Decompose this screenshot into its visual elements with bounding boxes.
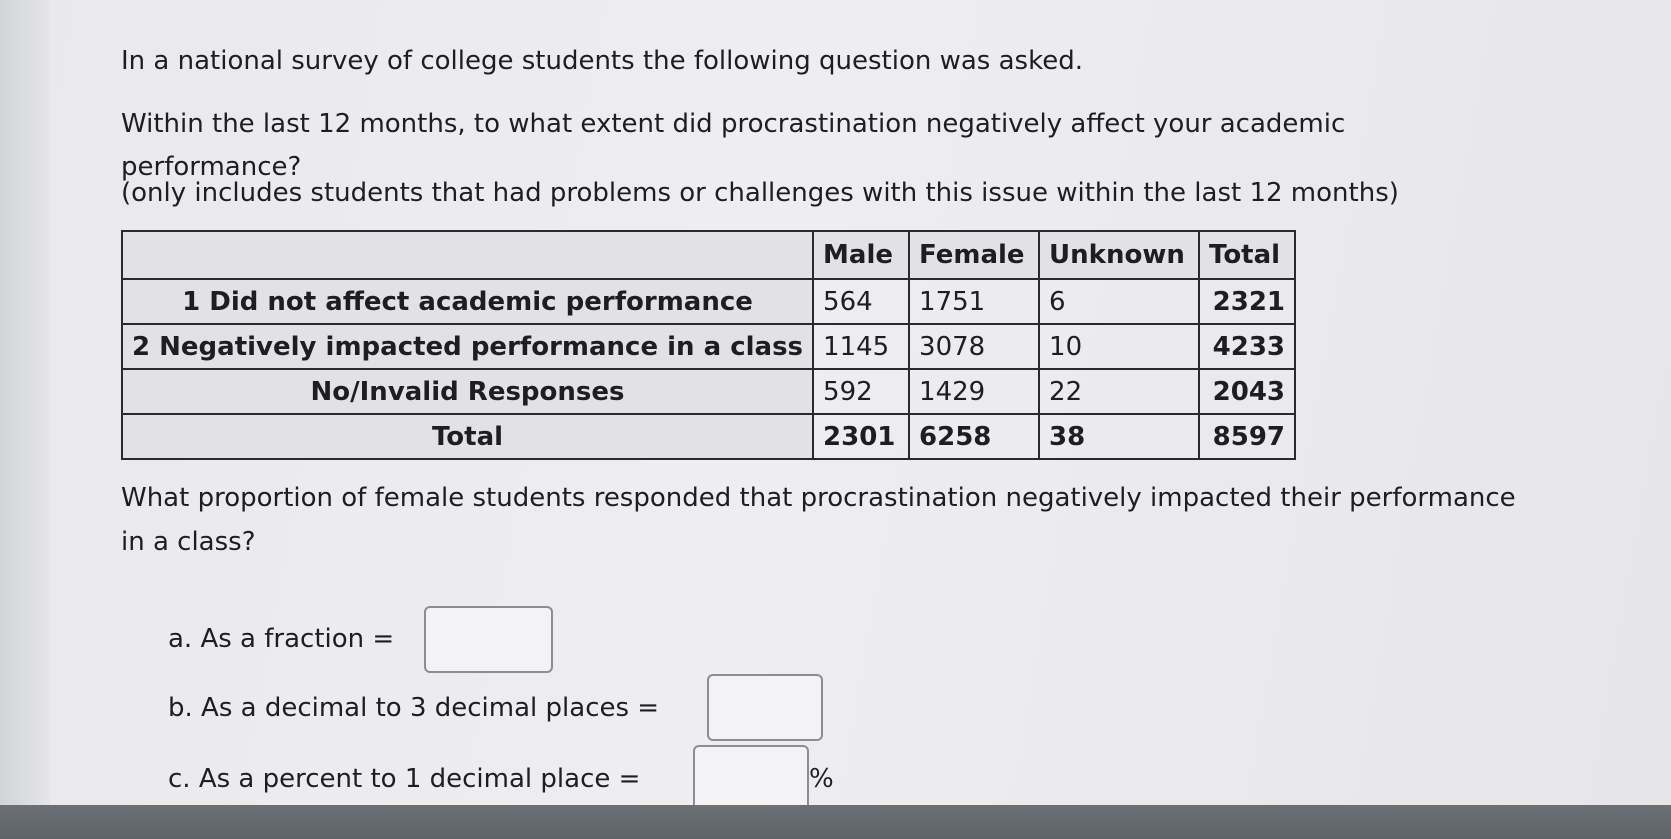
percent-answer-box[interactable]: [693, 745, 809, 812]
survey-question-line1: Within the last 12 months, to what extent did procrastination negatively affect your academic: [121, 109, 1346, 139]
cell-female: 6258: [909, 414, 1039, 459]
cell-total: 4233: [1199, 324, 1295, 369]
question-prompt-line1: What proportion of female students responded that procrastination negatively impacted their performance: [121, 483, 1516, 513]
cell-female: 1751: [909, 279, 1039, 324]
decimal-label: b. As a decimal to 3 decimal places =: [168, 693, 660, 723]
cell-male: 1145: [813, 324, 909, 369]
cell-total: 2043: [1199, 369, 1295, 414]
table-row: [122, 324, 1295, 369]
row-label: Total: [122, 414, 813, 459]
cell-female: 3078: [909, 324, 1039, 369]
page-left-edge: [0, 0, 50, 839]
intro-text: In a national survey of college students the following question was asked.: [121, 46, 1083, 76]
cell-female: 1429: [909, 369, 1039, 414]
percent-label: c. As a percent to 1 decimal place =: [168, 764, 641, 794]
survey-note: (only includes students that had problems or challenges with this issue within the last 12 months): [121, 178, 1399, 208]
row-label: 2 Negatively impacted performance in a class: [122, 324, 813, 369]
cell-male: 592: [813, 369, 909, 414]
table-header-row: [122, 231, 1295, 279]
table-row: [122, 279, 1295, 324]
table-total-row: [122, 414, 1295, 459]
cell-unknown: 22: [1039, 369, 1199, 414]
table-corner-cell: [122, 231, 813, 279]
survey-table: [121, 230, 1296, 460]
fraction-label: a. As a fraction =: [168, 624, 395, 654]
fraction-answer-box[interactable]: [424, 606, 553, 673]
cell-unknown: 10: [1039, 324, 1199, 369]
header-total: Total: [1199, 231, 1295, 279]
header-female: Female: [909, 231, 1039, 279]
question-prompt-line2: in a class?: [121, 527, 256, 557]
percent-sign: %: [809, 764, 834, 794]
page-bottom-edge: [0, 805, 1671, 839]
table-row: [122, 369, 1295, 414]
cell-unknown: 38: [1039, 414, 1199, 459]
cell-male: 2301: [813, 414, 909, 459]
row-label: No/Invalid Responses: [122, 369, 813, 414]
decimal-answer-box[interactable]: [707, 674, 823, 741]
cell-male: 564: [813, 279, 909, 324]
header-male: Male: [813, 231, 909, 279]
row-label: 1 Did not affect academic performance: [122, 279, 813, 324]
cell-total: 2321: [1199, 279, 1295, 324]
survey-question-line2: performance?: [121, 152, 302, 182]
header-unknown: Unknown: [1039, 231, 1199, 279]
cell-total: 8597: [1199, 414, 1295, 459]
cell-unknown: 6: [1039, 279, 1199, 324]
